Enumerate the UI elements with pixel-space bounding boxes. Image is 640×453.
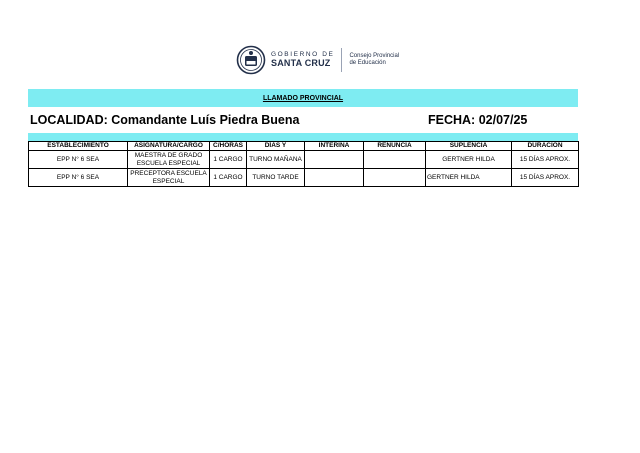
- col-suplencia: SUPLENCIA: [426, 142, 512, 151]
- table-row: [29, 151, 579, 169]
- cell-asignatura: MAESTRA DE GRADO ESCUELA ESPECIAL: [128, 151, 210, 169]
- localidad-heading: LOCALIDAD: Comandante Luís Piedra Buena: [30, 113, 300, 127]
- cell-establecimiento: EPP N° 6 SEA: [29, 151, 128, 169]
- cell-interina: [305, 151, 364, 169]
- logo-divider: [341, 48, 342, 72]
- vacancy-table: [28, 141, 579, 187]
- header-logo: [236, 43, 399, 77]
- col-horas: C/HORAS: [210, 142, 247, 151]
- col-interina: INTERINA: [305, 142, 364, 151]
- table-top-band: [28, 133, 578, 141]
- cell-renuncia: [364, 169, 426, 187]
- cell-dias: TURNO MAÑANA: [247, 151, 305, 169]
- cell-horas: 1 CARGO: [210, 151, 247, 169]
- cell-asignatura: PRECEPTORA ESCUELA ESPECIAL: [128, 169, 210, 187]
- banner-title: LLAMADO PROVINCIAL: [262, 94, 344, 102]
- cell-renuncia: [364, 151, 426, 169]
- cell-duracion: 15 DÍAS APROX.: [512, 169, 579, 187]
- col-establecimiento: ESTABLECIMIENTO: [29, 142, 128, 151]
- fecha-heading: FECHA: 02/07/25: [428, 113, 528, 127]
- council-line-1: Consejo Provincial: [349, 52, 400, 59]
- table-header-row: [29, 142, 579, 151]
- province-text: SANTA CRUZ: [271, 58, 331, 69]
- cell-suplencia: GERTNER HILDA: [426, 169, 512, 187]
- cell-dias: TURNO TARDE: [247, 169, 305, 187]
- col-renuncia: RENUNCIA: [364, 142, 426, 151]
- col-dias: DÍAS Y: [247, 142, 305, 151]
- banner: [28, 89, 578, 107]
- table-row: [29, 169, 579, 187]
- col-duracion: DURACIÓN: [512, 142, 579, 151]
- cell-horas: 1 CARGO: [210, 169, 247, 187]
- cell-establecimiento: EPP N° 6 SEA: [29, 169, 128, 187]
- government-wordmark: [271, 52, 334, 69]
- council-name: [349, 53, 399, 68]
- gobierno-text: GOBIERNO DE: [271, 50, 335, 58]
- cell-duracion: 15 DÍAS APROX.: [512, 151, 579, 169]
- cell-suplencia: GERTNER HILDA: [426, 151, 512, 169]
- col-asignatura: ASIGNATURA/CARGO: [128, 142, 210, 151]
- cell-interina: [305, 169, 364, 187]
- santa-cruz-seal-icon: [236, 45, 266, 75]
- council-line-2: de Educación: [349, 60, 386, 66]
